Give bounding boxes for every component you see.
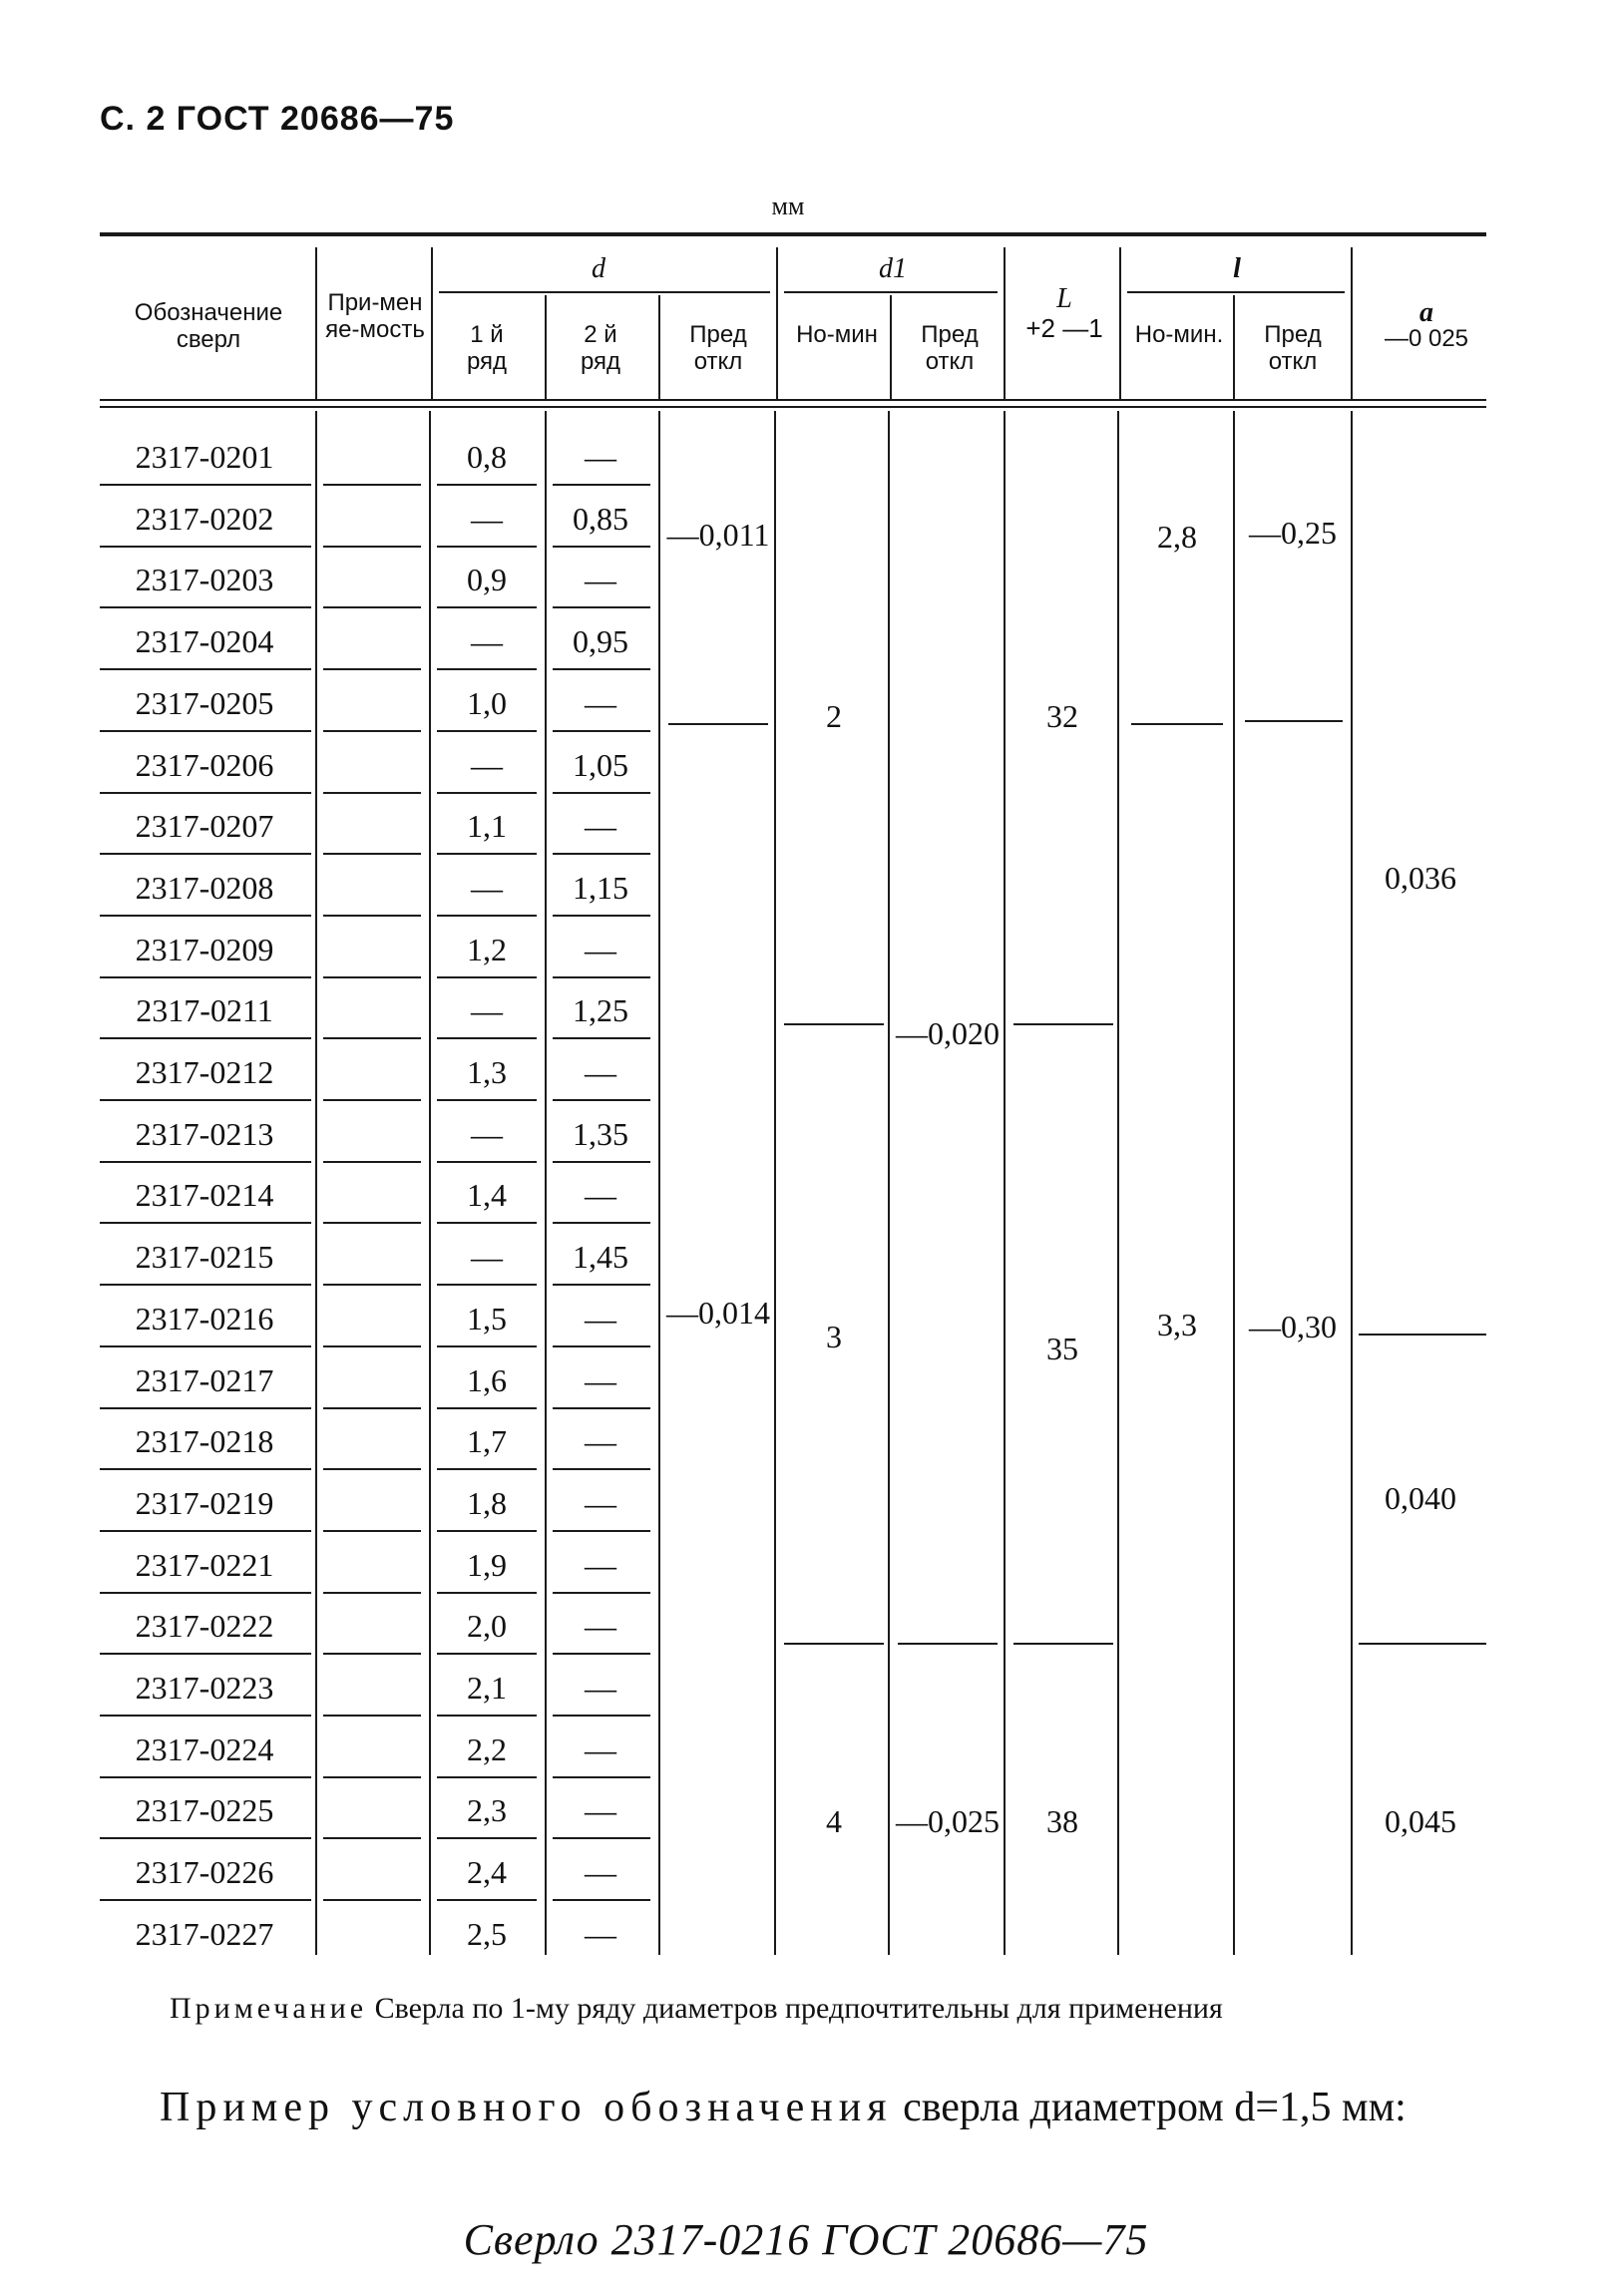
row-rule <box>437 730 537 732</box>
header-l: l <box>1233 253 1241 284</box>
group-rule-d1 <box>784 291 998 293</box>
row-rule <box>437 1222 537 1224</box>
row-code: 2317-0212 <box>135 1054 274 1090</box>
row-rule <box>100 1284 311 1286</box>
row-rule <box>323 1715 421 1717</box>
row-rule <box>553 915 650 917</box>
row-rule <box>553 1653 650 1655</box>
row-rule <box>437 1776 537 1778</box>
l-tol-value-1: —0,25 <box>1249 515 1337 551</box>
example-text: сверла диаметром d=1,5 мм: <box>903 2085 1407 2130</box>
row-d-row2: — <box>585 1423 616 1460</box>
row-rule <box>100 546 311 548</box>
row-code: 2317-0222 <box>135 1608 274 1645</box>
row-rule <box>437 792 537 794</box>
row-code: 2317-0227 <box>135 1915 274 1952</box>
row-d-row1: 1,1 <box>467 808 507 845</box>
row-d-row1: 1,4 <box>467 1177 507 1214</box>
header-L-tol: +2 —1 <box>1025 313 1103 343</box>
d1-nom-value-2: 3 <box>826 1319 842 1354</box>
row-rule <box>323 1899 421 1901</box>
row-code: 2317-0211 <box>136 992 273 1029</box>
group-divider <box>1359 1643 1486 1645</box>
row-rule <box>323 1099 421 1101</box>
vline <box>1233 295 1235 399</box>
group-divider <box>784 1643 884 1645</box>
row-rule <box>437 1899 537 1901</box>
example-lead: Пример условного обозначения <box>160 2085 893 2130</box>
row-d-row1: 2,1 <box>467 1670 507 1706</box>
row-rule <box>323 1161 421 1163</box>
row-code: 2317-0221 <box>135 1546 274 1583</box>
row-code: 2317-0218 <box>135 1423 274 1460</box>
example-designation: Сверло 2317-0216 ГОСТ 20686—75 <box>463 2215 1149 2264</box>
row-d-row1: — <box>471 1115 503 1152</box>
row-d-row1: 2,4 <box>467 1854 507 1891</box>
row-rule <box>553 1899 650 1901</box>
row-rule <box>437 1837 537 1839</box>
row-rule <box>553 1468 650 1470</box>
group-divider <box>1131 723 1223 725</box>
row-rule <box>100 1899 311 1901</box>
row-d-row2: — <box>585 1670 616 1706</box>
group-divider <box>1013 1023 1113 1025</box>
row-rule <box>437 1468 537 1470</box>
row-rule <box>100 1837 311 1839</box>
row-rule <box>100 1468 311 1470</box>
row-d-row2: — <box>585 1177 616 1214</box>
row-rule <box>553 1161 650 1163</box>
row-d-row1: — <box>471 746 503 783</box>
row-d-row2: — <box>585 808 616 845</box>
table-top-rule <box>100 232 1486 236</box>
L-value-3: 38 <box>1046 1803 1078 1839</box>
row-code: 2317-0223 <box>135 1670 274 1706</box>
a-value-2: 0,040 <box>1385 1480 1456 1516</box>
row-code: 2317-0214 <box>135 1177 274 1214</box>
group-divider <box>1359 1334 1486 1336</box>
row-rule <box>553 1715 650 1717</box>
row-d-row1: 1,8 <box>467 1484 507 1521</box>
row-rule <box>323 730 421 732</box>
row-rule <box>437 1530 537 1532</box>
body-vline <box>1117 411 1119 1955</box>
example-paragraph <box>100 2085 1496 2130</box>
row-rule <box>323 853 421 855</box>
row-rule <box>437 546 537 548</box>
row-code: 2317-0202 <box>135 500 274 537</box>
row-rule <box>323 484 421 486</box>
vline <box>1004 247 1006 399</box>
header-bottom-rule <box>100 399 1486 401</box>
row-rule <box>553 730 650 732</box>
body-vline <box>658 411 660 1955</box>
row-code: 2317-0225 <box>135 1792 274 1829</box>
row-d-row1: 1,2 <box>467 931 507 967</box>
d-tol-value-1: —0,011 <box>666 517 770 553</box>
row-rule <box>100 730 311 732</box>
row-rule <box>553 1407 650 1409</box>
row-rule <box>323 1837 421 1839</box>
row-rule <box>100 1407 311 1409</box>
d1-nom-value-3: 4 <box>826 1803 842 1839</box>
row-rule <box>437 1653 537 1655</box>
row-d-row1: — <box>471 623 503 660</box>
row-rule <box>323 546 421 548</box>
row-code: 2317-0217 <box>135 1361 274 1398</box>
row-rule <box>100 668 311 670</box>
vline <box>545 295 547 399</box>
header-d1-nom: Но-мин <box>796 321 878 348</box>
row-rule <box>553 484 650 486</box>
row-rule <box>100 1037 311 1039</box>
group-rule-l <box>1127 291 1345 293</box>
row-d-row2: 1,05 <box>573 746 628 783</box>
row-code: 2317-0203 <box>135 562 274 598</box>
body-vline <box>429 411 431 1955</box>
row-rule <box>437 1284 537 1286</box>
L-value-1: 32 <box>1046 698 1078 734</box>
header-a: a <box>1419 297 1433 328</box>
group-divider <box>1013 1643 1113 1645</box>
row-d-row1: 2,3 <box>467 1792 507 1829</box>
row-d-row1: 1,0 <box>467 684 507 721</box>
row-rule <box>437 853 537 855</box>
row-rule <box>323 1037 421 1039</box>
row-rule <box>437 915 537 917</box>
vline <box>431 247 433 399</box>
row-rule <box>437 668 537 670</box>
row-code: 2317-0207 <box>135 808 274 845</box>
row-rule <box>323 1284 421 1286</box>
row-code: 2317-0206 <box>135 746 274 783</box>
row-code: 2317-0216 <box>135 1300 274 1337</box>
row-d-row1: 1,3 <box>467 1054 507 1090</box>
row-code: 2317-0209 <box>135 931 274 967</box>
row-rule <box>323 1222 421 1224</box>
row-rule <box>553 853 650 855</box>
row-d-row2: — <box>585 1054 616 1090</box>
row-rule <box>323 1653 421 1655</box>
header-applicability: При-меняе-мость <box>325 289 425 343</box>
row-d-row1: 0,8 <box>467 439 507 475</box>
row-d-row2: — <box>585 684 616 721</box>
row-code: 2317-0208 <box>135 869 274 906</box>
row-rule <box>100 976 311 978</box>
vline <box>315 247 317 399</box>
row-rule <box>100 1345 311 1347</box>
group-divider <box>898 1643 998 1645</box>
row-rule <box>553 792 650 794</box>
row-d-row2: — <box>585 1792 616 1829</box>
row-d-row1: 1,6 <box>467 1361 507 1398</box>
page-header: С. 2 ГОСТ 20686—75 <box>100 100 455 138</box>
row-d-row2: 1,45 <box>573 1239 628 1276</box>
row-rule <box>553 668 650 670</box>
row-rule <box>100 606 311 608</box>
row-code: 2317-0226 <box>135 1854 274 1891</box>
group-divider <box>784 1023 884 1025</box>
row-rule <box>323 606 421 608</box>
header-d1-tol: Пред откл <box>921 321 979 375</box>
group-rule-d <box>439 291 770 293</box>
vline <box>658 295 660 399</box>
row-rule <box>100 1715 311 1717</box>
row-d-row1: 2,0 <box>467 1608 507 1645</box>
row-rule <box>437 1407 537 1409</box>
vline <box>776 247 778 399</box>
row-rule <box>100 853 311 855</box>
row-d-row1: 2,2 <box>467 1730 507 1767</box>
header-L: L <box>1056 283 1072 314</box>
group-divider <box>1245 720 1343 722</box>
row-rule <box>323 1530 421 1532</box>
row-rule <box>553 1592 650 1594</box>
row-d-row2: — <box>585 562 616 598</box>
row-d-row2: — <box>585 1484 616 1521</box>
row-rule <box>553 1284 650 1286</box>
vline <box>1351 247 1353 399</box>
d1-tol-value-2: —0,025 <box>896 1803 1000 1839</box>
row-rule <box>100 915 311 917</box>
row-d-row2: — <box>585 1854 616 1891</box>
body-vline <box>545 411 547 1955</box>
row-d-row2: 1,25 <box>573 992 628 1029</box>
row-d-row2: 0,85 <box>573 500 628 537</box>
row-rule <box>323 1407 421 1409</box>
header-d-tol: Пред откл <box>689 321 747 375</box>
row-d-row1: 1,9 <box>467 1546 507 1583</box>
row-rule <box>437 976 537 978</box>
note-label: Примечание <box>170 1992 368 2025</box>
row-code: 2317-0219 <box>135 1484 274 1521</box>
row-rule <box>323 1592 421 1594</box>
row-rule <box>553 1776 650 1778</box>
d-tol-value-2: —0,014 <box>666 1295 770 1331</box>
row-rule <box>323 1776 421 1778</box>
row-rule <box>437 1592 537 1594</box>
header-designation: Обозначение сверл <box>134 299 283 353</box>
row-rule <box>437 1345 537 1347</box>
header-d1: d1 <box>879 253 907 284</box>
row-rule <box>553 976 650 978</box>
row-d-row2: — <box>585 931 616 967</box>
d1-tol-value-1: —0,020 <box>896 1015 1000 1051</box>
unit-label: мм <box>771 191 805 220</box>
row-rule <box>553 1837 650 1839</box>
body-vline <box>1351 411 1353 1955</box>
row-rule <box>100 1530 311 1532</box>
vline <box>1119 247 1121 399</box>
body-vline <box>315 411 317 1955</box>
a-value-1: 0,036 <box>1385 860 1456 896</box>
row-rule <box>100 1222 311 1224</box>
row-rule <box>553 1345 650 1347</box>
row-d-row1: — <box>471 869 503 906</box>
row-code: 2317-0215 <box>135 1239 274 1276</box>
l-nom-value-2: 3,3 <box>1157 1307 1197 1342</box>
body-vline <box>1233 411 1235 1955</box>
row-rule <box>323 668 421 670</box>
header-bottom-rule-2 <box>100 406 1486 408</box>
row-d-row2: — <box>585 1608 616 1645</box>
row-d-row2: — <box>585 439 616 475</box>
vline <box>890 295 892 399</box>
row-d-row2: — <box>585 1915 616 1952</box>
row-rule <box>100 792 311 794</box>
row-rule <box>323 1345 421 1347</box>
row-code: 2317-0224 <box>135 1730 274 1767</box>
row-rule <box>553 1099 650 1101</box>
row-rule <box>100 1099 311 1101</box>
row-d-row2: 1,35 <box>573 1115 628 1152</box>
row-rule <box>100 1161 311 1163</box>
row-d-row2: 0,95 <box>573 623 628 660</box>
row-rule <box>323 792 421 794</box>
row-d-row1: — <box>471 992 503 1029</box>
row-rule <box>553 1037 650 1039</box>
body-vline <box>1004 411 1006 1955</box>
row-rule <box>437 484 537 486</box>
row-rule <box>437 606 537 608</box>
row-rule <box>437 1099 537 1101</box>
row-rule <box>553 1222 650 1224</box>
header-a-tol: —0 025 <box>1384 325 1469 352</box>
a-value-3: 0,045 <box>1385 1803 1456 1839</box>
l-nom-value-1: 2,8 <box>1157 519 1197 555</box>
l-tol-value-2: —0,30 <box>1249 1309 1337 1344</box>
row-d-row1: — <box>471 1239 503 1276</box>
row-code: 2317-0204 <box>135 623 274 660</box>
header-l-nom: Но-мин. <box>1134 321 1224 348</box>
header-d: d <box>592 253 605 284</box>
L-value-2: 35 <box>1046 1331 1078 1366</box>
row-rule <box>323 915 421 917</box>
group-divider <box>668 723 768 725</box>
row-rule <box>553 606 650 608</box>
row-d-row2: — <box>585 1361 616 1398</box>
row-rule <box>437 1715 537 1717</box>
row-d-row2: — <box>585 1300 616 1337</box>
row-rule <box>553 1530 650 1532</box>
row-code: 2317-0205 <box>135 684 274 721</box>
row-d-row1: 1,5 <box>467 1300 507 1337</box>
row-code: 2317-0213 <box>135 1115 274 1152</box>
row-code: 2317-0201 <box>135 439 274 475</box>
row-d-row1: 0,9 <box>467 562 507 598</box>
header-l-tol: Пред откл <box>1264 321 1322 375</box>
table-note <box>100 1993 1496 2025</box>
row-rule <box>100 1776 311 1778</box>
row-rule <box>323 1468 421 1470</box>
row-rule <box>553 546 650 548</box>
header-d-row2: 2 й ряд <box>580 321 621 375</box>
body-vline <box>888 411 890 1955</box>
row-d-row1: — <box>471 500 503 537</box>
row-rule <box>437 1037 537 1039</box>
header-d-row1: 1 й ряд <box>466 321 508 375</box>
row-rule <box>100 1592 311 1594</box>
note-text: Сверла по 1-му ряду диаметров предпочтительны для применения <box>374 1992 1223 2025</box>
body-vline <box>774 411 776 1955</box>
row-d-row2: — <box>585 1730 616 1767</box>
row-d-row1: 1,7 <box>467 1423 507 1460</box>
row-rule <box>323 976 421 978</box>
row-rule <box>100 1653 311 1655</box>
d1-nom-value-1: 2 <box>826 698 842 734</box>
row-rule <box>437 1161 537 1163</box>
row-d-row1: 2,5 <box>467 1915 507 1952</box>
row-d-row2: — <box>585 1546 616 1583</box>
row-rule <box>100 484 311 486</box>
row-d-row2: 1,15 <box>573 869 628 906</box>
